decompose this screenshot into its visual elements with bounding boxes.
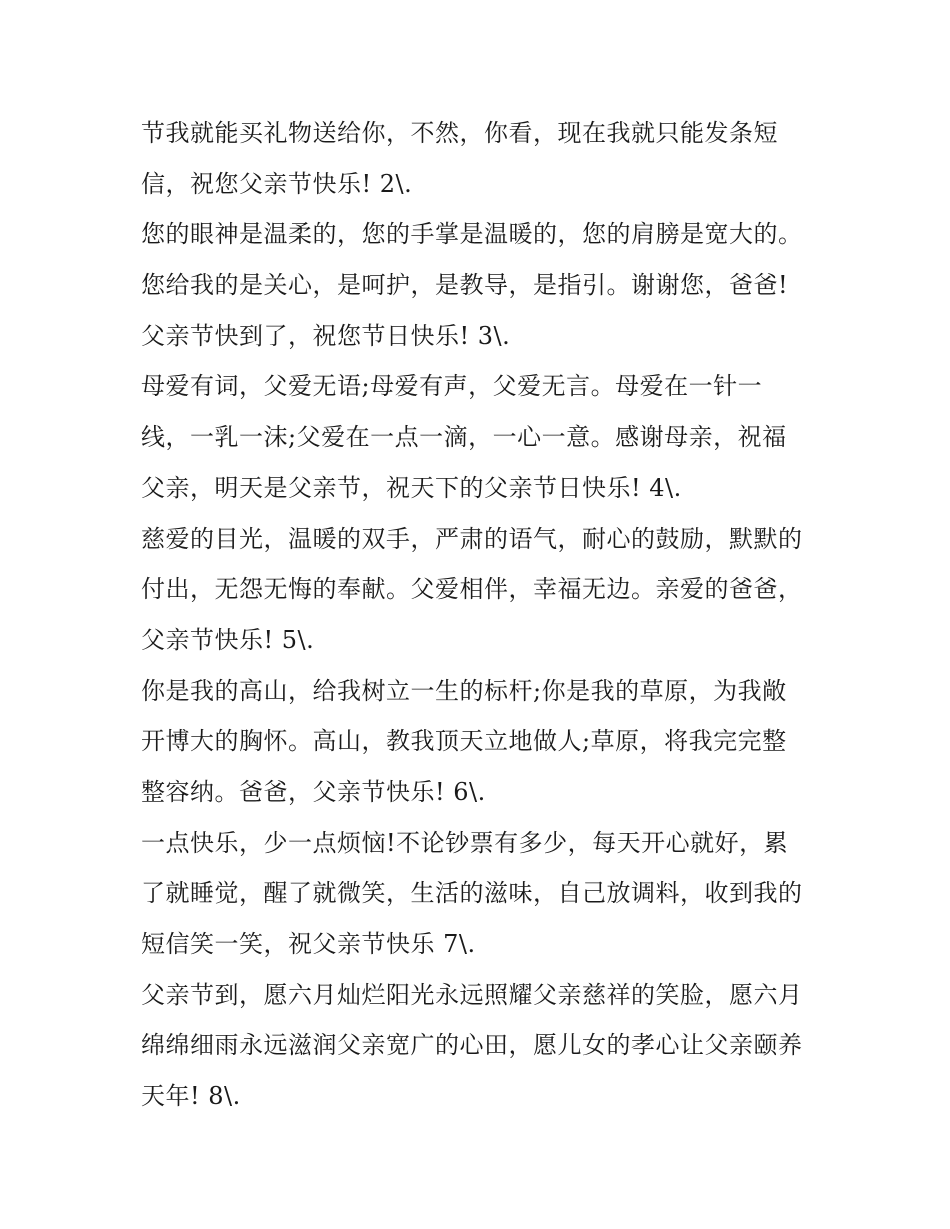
document-body — [141, 108, 821, 1122]
text-line: 父亲节到，愿六月灿烂阳光永远照耀父亲慈祥的笑脸，愿六月 — [141, 980, 803, 1009]
text-line: 您给我的是关心，是呵护，是教导，是指引。谢谢您，爸爸! — [141, 271, 789, 300]
text-line: 你是我的高山，给我树立一生的标杆;你是我的草原，为我敞 — [141, 676, 787, 705]
text-line: 整容纳。爸爸，父亲节快乐! 6\. — [141, 777, 486, 806]
text-line: 开博大的胸怀。高山，教我顶天立地做人;草原，将我完完整 — [141, 727, 787, 756]
text-line: 一点快乐，少一点烦恼!不论钞票有多少，每天开心就好，累 — [141, 828, 789, 857]
text-line: 您的眼神是温柔的，您的手掌是温暖的，您的肩膀是宽大的。 — [141, 220, 803, 249]
text-line: 绵绵细雨永远滋润父亲宽广的心田，愿儿女的孝心让父亲颐养 — [141, 1031, 803, 1060]
text-line: 天年! 8\. — [141, 1082, 241, 1111]
text-line: 母爱有词，父爱无语;母爱有声，父爱无言。母爱在一针一 — [141, 372, 763, 401]
text-line: 信，祝您父亲节快乐! 2\. — [141, 169, 413, 198]
text-line: 短信笑一笑，祝父亲节快乐 7\. — [141, 930, 476, 958]
text-line: 线，一乳一沫;父爱在一点一滴，一心一意。感谢母亲，祝福 — [141, 423, 787, 452]
text-line: 慈爱的目光，温暖的双手，严肃的语气，耐心的鼓励，默默的 — [141, 524, 803, 553]
text-line: 付出，无怨无悔的奉献。父爱相伴，幸福无边。亲爱的爸爸， — [141, 575, 803, 604]
text-line: 节我就能买礼物送给你，不然，你看，现在我就只能发条短 — [141, 119, 778, 147]
text-line: 父亲节快乐! 5\. — [141, 625, 315, 654]
text-line: 了就睡觉，醒了就微笑，生活的滋味，自己放调料，收到我的 — [141, 879, 803, 908]
text-line: 父亲节快到了，祝您节日快乐! 3\. — [141, 321, 511, 350]
text-line: 父亲，明天是父亲节，祝天下的父亲节日快乐! 4\. — [141, 473, 682, 502]
